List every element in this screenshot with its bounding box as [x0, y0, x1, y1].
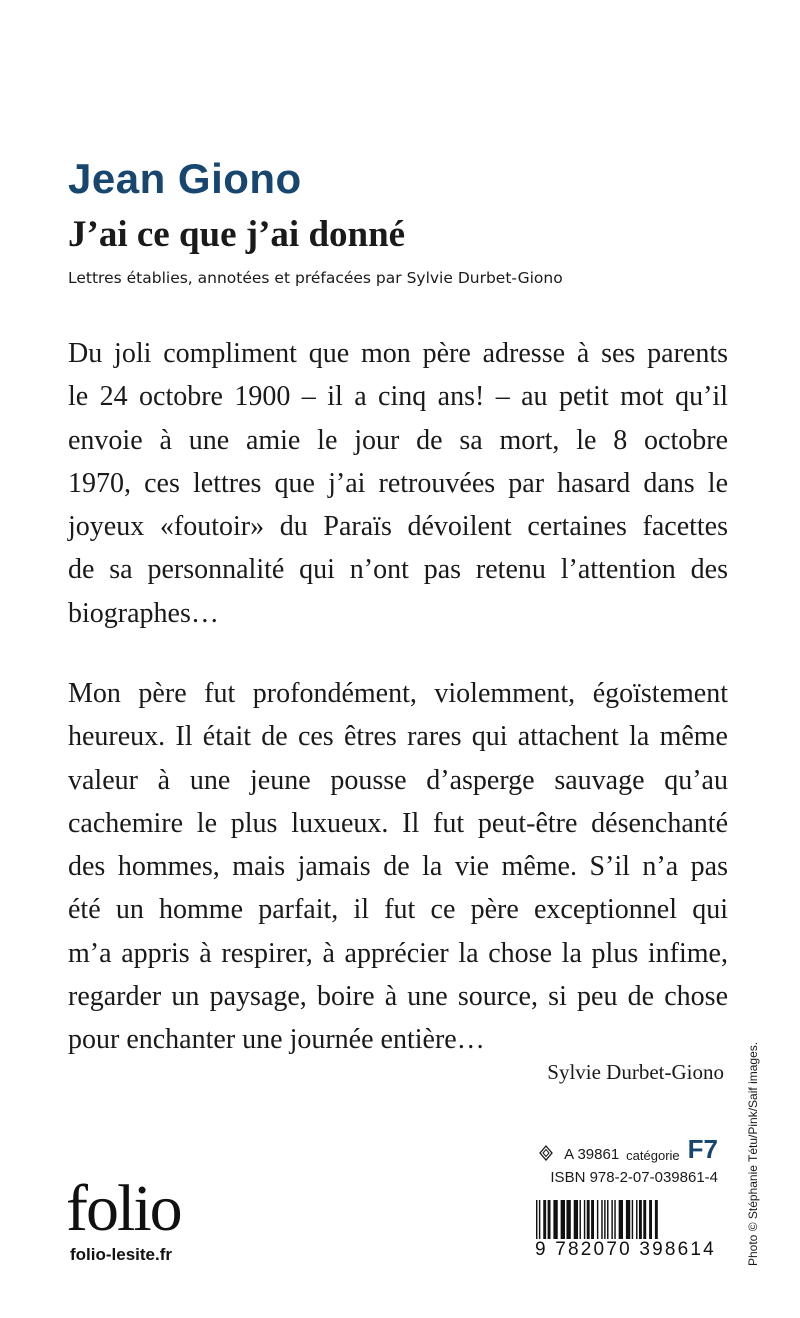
blurb-line: des hommes, mais jamais de la vie même. S’il n’a pas: [68, 851, 728, 883]
blurb-line: heureux. Il était de ces êtres rares qui attachent la même: [68, 721, 728, 753]
photo-credit: Photo © Stéphanie Tétu/Pink/Saif images.: [746, 1041, 760, 1266]
blurb-line: biographes…: [68, 597, 219, 629]
diamond-icon: [538, 1145, 554, 1161]
category-label: catégorie: [626, 1148, 680, 1163]
blurb-paragraph-2: [68, 672, 728, 1062]
blurb-paragraph-1: [68, 332, 728, 635]
publisher-website: folio-lesite.fr: [70, 1245, 173, 1264]
blurb-line: cachemire le plus luxueux. Il fut peut-être désenchanté: [68, 807, 728, 839]
blurb-line: valeur à une jeune pousse d’asperge sauvage qu’au: [68, 764, 728, 796]
blurb-line: m’a appris à respirer, à apprécier la chose la plus infime,: [68, 937, 728, 969]
catalog-reference: A 39861: [564, 1146, 620, 1163]
blurb-line: été un homme parfait, il fut ce père exceptionnel qui: [68, 894, 728, 926]
book-subtitle: Lettres établies, annotées et préfacées par Sylvie Durbet-Giono: [68, 269, 563, 287]
barcode-number: 9 782070 398614: [535, 1239, 716, 1260]
isbn: ISBN 978-2-07-039861-4: [550, 1169, 718, 1186]
blurb-line: Mon père fut profondément, violemment, égoïstement: [68, 678, 728, 709]
blurb-line: regarder un paysage, boire à une source, si peu de chose: [68, 981, 728, 1013]
category-code: F7: [687, 1134, 718, 1164]
catalog-info: [538, 1136, 718, 1162]
barcode: [534, 1200, 720, 1274]
blurb-line: envoie à une amie le jour de sa mort, le 8 octobre: [68, 424, 728, 456]
blurb-line: pour enchanter une journée entière…: [68, 1024, 485, 1056]
signature: Sylvie Durbet-Giono: [547, 1060, 724, 1084]
author-name: Jean Giono: [68, 155, 302, 202]
blurb-line: de sa personnalité qui n’ont pas retenu l’attention des: [68, 554, 728, 586]
blurb-line: joyeux «foutoir» du Paraïs dévoilent certaines facettes: [68, 511, 728, 543]
barcode-digits: [534, 1240, 720, 1259]
blurb-line: Du joli compliment que mon père adresse à ses parents: [68, 338, 728, 369]
folio-logo: folio: [66, 1172, 181, 1245]
book-title: J’ai ce que j’ai donné: [68, 214, 406, 255]
blurb-line: le 24 octobre 1900 – il a cinq ans! – au petit mot qu’il: [68, 381, 728, 413]
blurb-line: 1970, ces lettres que j’ai retrouvées par hasard dans le: [68, 467, 728, 499]
